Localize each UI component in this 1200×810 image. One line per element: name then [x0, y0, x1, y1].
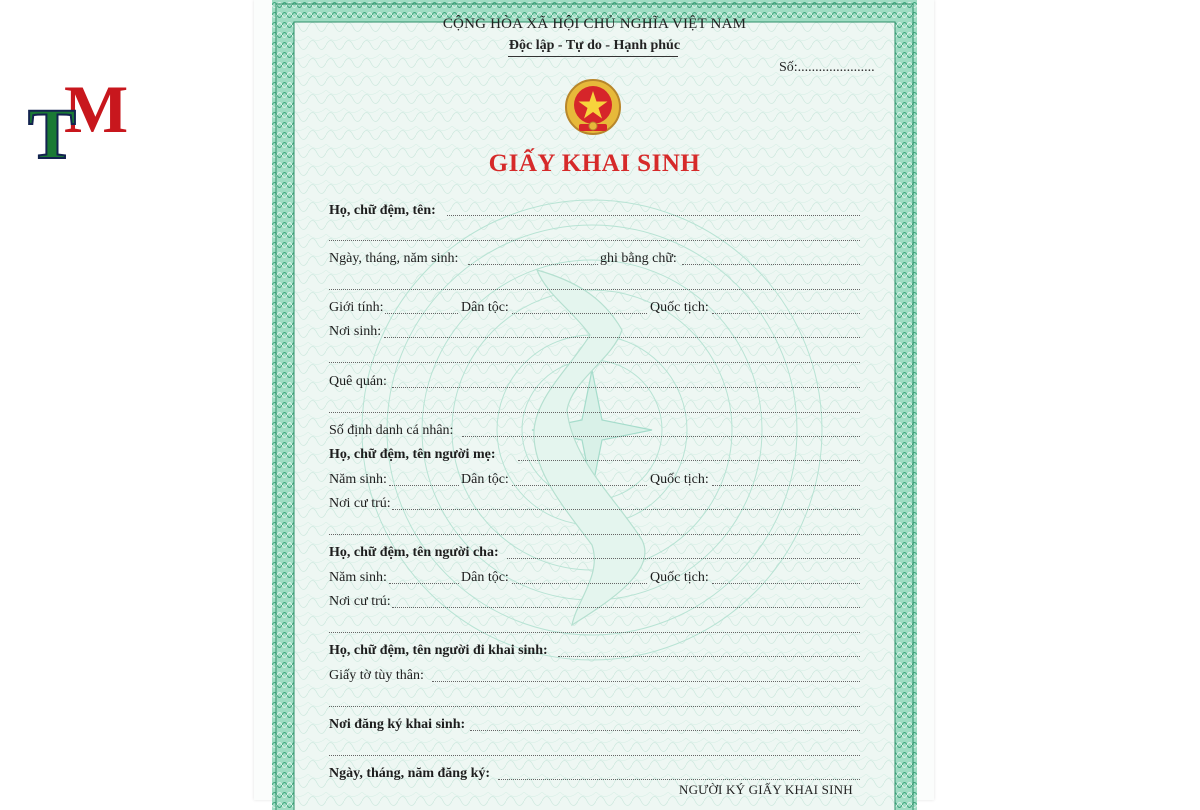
child-name-line-2: [329, 240, 860, 241]
child-birthplace-label: Nơi sinh:: [329, 324, 382, 339]
child-birthplace-line-2: [329, 362, 860, 363]
national-emblem-icon: [562, 78, 624, 140]
mother-birth-year-line: [389, 485, 459, 486]
signer-label: NGƯỜI KÝ GIẤY KHAI SINH: [679, 782, 853, 797]
father-name-label: Họ, chữ đệm, tên người cha:: [329, 545, 499, 560]
certificate-number: Số:......................: [779, 60, 875, 75]
child-ethnicity-label: Dân tộc:: [461, 300, 509, 315]
mother-residence-line: [392, 509, 860, 510]
registration-date-line: [498, 779, 860, 780]
father-ethnicity-line: [512, 583, 647, 584]
declarant-name-line: [558, 656, 860, 657]
child-dob-label: Ngày, tháng, năm sinh:: [329, 251, 459, 266]
registration-date-label: Ngày, tháng, năm đăng ký:: [329, 766, 491, 781]
father-residence-line: [392, 607, 860, 608]
child-nationality-line: [712, 313, 860, 314]
svg-text:T: T: [28, 94, 77, 165]
father-residence-label: Nơi cư trú:: [329, 594, 391, 609]
father-birth-year-label: Năm sinh:: [329, 570, 387, 585]
child-name-line: [447, 215, 860, 216]
child-name-label: Họ, chữ đệm, tên:: [329, 203, 436, 218]
father-ethnicity-label: Dân tộc:: [461, 570, 509, 585]
father-nationality-line: [712, 583, 860, 584]
declarant-id-line: [432, 681, 860, 682]
child-dob-words-line: [682, 264, 860, 265]
document-title: GIẤY KHAI SINH: [488, 150, 701, 177]
child-id-line: [462, 436, 860, 437]
father-residence-line-2: [329, 632, 860, 633]
svg-text:M: M: [64, 71, 129, 147]
declarant-name-label: Họ, chữ đệm, tên người đi khai sinh:: [329, 643, 548, 658]
birth-certificate: [272, 0, 917, 810]
father-name-line: [507, 558, 860, 559]
motto-heading: Độc lập - Tự do - Hạnh phúc: [508, 38, 681, 53]
mother-nationality-label: Quốc tịch:: [650, 472, 709, 487]
child-hometown-line: [392, 387, 860, 388]
registration-place-line-2: [329, 755, 860, 756]
mother-name-label: Họ, chữ đệm, tên người mẹ:: [329, 447, 496, 462]
child-hometown-label: Quê quán:: [329, 374, 387, 389]
registration-place-line: [470, 730, 860, 731]
father-nationality-label: Quốc tịch:: [650, 570, 709, 585]
mother-residence-label: Nơi cư trú:: [329, 496, 391, 511]
child-ethnicity-line: [512, 313, 647, 314]
father-birth-year-line: [389, 583, 459, 584]
child-dob-line: [468, 264, 598, 265]
child-id-label: Số định danh cá nhân:: [329, 423, 454, 438]
child-nationality-label: Quốc tịch:: [650, 300, 709, 315]
motto-underline: [508, 56, 678, 57]
registration-place-label: Nơi đăng ký khai sinh:: [329, 717, 466, 732]
child-gender-line: [385, 313, 458, 314]
child-dob-line-2: [329, 289, 860, 290]
child-hometown-line-2: [329, 412, 860, 413]
mother-ethnicity-line: [512, 485, 647, 486]
mother-name-line: [518, 460, 860, 461]
child-gender-label: Giới tính:: [329, 300, 384, 315]
nation-heading: CỘNG HÒA XÃ HỘI CHỦ NGHĨA VIỆT NAM: [442, 16, 747, 32]
mother-nationality-line: [712, 485, 860, 486]
mother-ethnicity-label: Dân tộc:: [461, 472, 509, 487]
mother-residence-line-2: [329, 534, 860, 535]
mother-birth-year-label: Năm sinh:: [329, 472, 387, 487]
declarant-id-line-2: [329, 706, 860, 707]
tm-logo: [28, 70, 148, 165]
child-dob-words-label: ghi bằng chữ:: [600, 251, 677, 266]
child-birthplace-line: [384, 337, 860, 338]
declarant-id-label: Giấy tờ tùy thân:: [329, 668, 424, 683]
